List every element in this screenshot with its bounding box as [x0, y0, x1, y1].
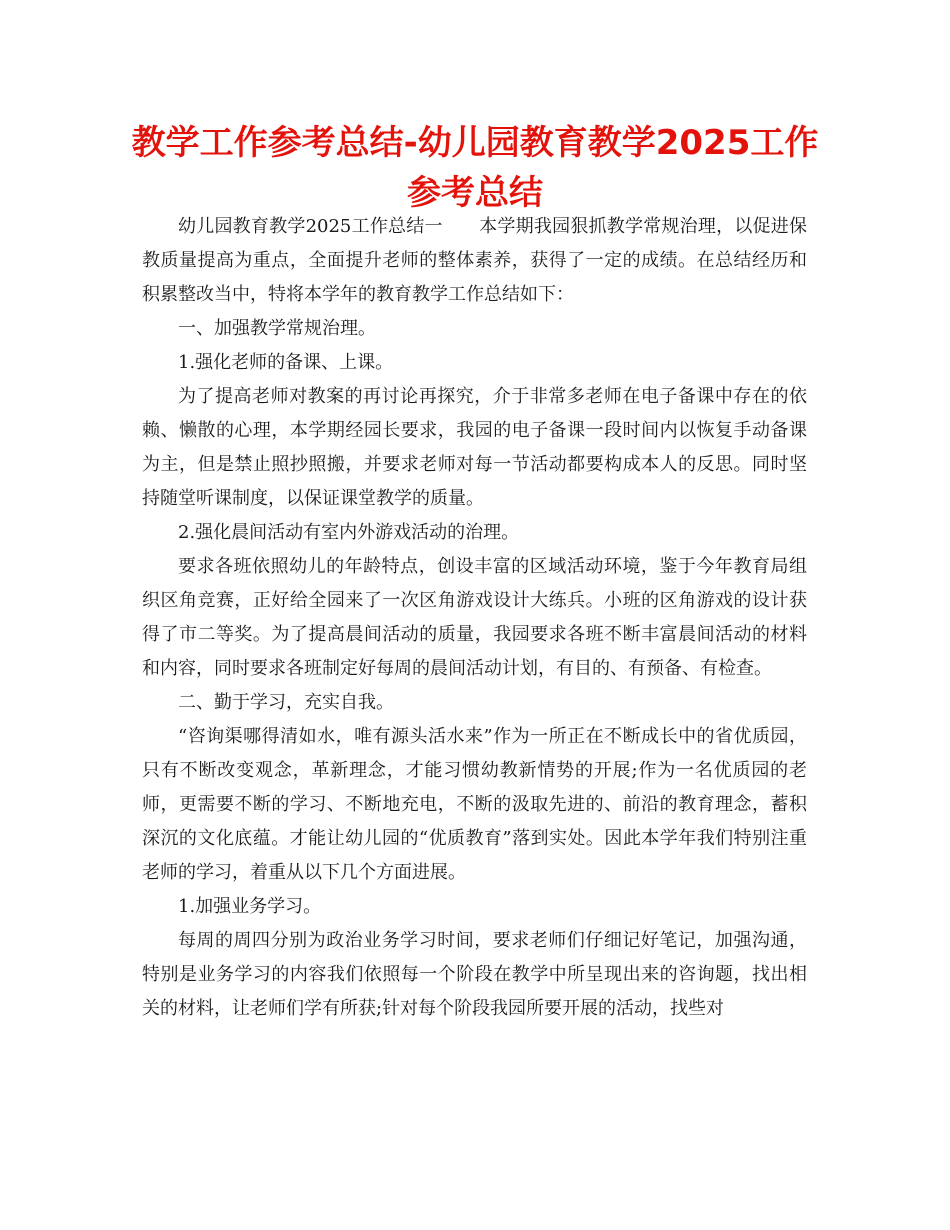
paragraph-lesson-prep: 为了提高老师对教案的再讨论再探究，介于非常多老师在电子备课中存在的依赖、懒散的心理，本学期经园长要求，我园的电子备课一段时间内以恢复手动备课为主，但是禁止照抄照搬，并要求老师对每一节活动都要构成本人的反思。同时坚持随堂听课制度，以保证课堂教学的质量。	[142, 386, 807, 509]
paragraph-intro: 幼儿园教育教学2025工作总结一 本学期我园狠抓教学常规治理，以促进保教质量提高为重点，全面提升老师的整体素养，获得了一定的成绩。在总结经历和积累整改当中，特将本学年的教育教学工作总结如下：	[142, 216, 807, 305]
subheading-2-1: 1.加强业务学习。	[178, 896, 322, 917]
subheading-1-1: 1.强化老师的备课、上课。	[178, 352, 394, 373]
paragraph-learning: “咨询渠哪得清如水，唯有源头活水来”作为一所正在不断成长中的省优质园，只有不断改变观念，革新理念，才能习惯幼教新情势的开展;作为一名优质园的老师，更需要不断的学习、不断地充电，不断的汲取先进的、前沿的教育理念，蓄积深沉的文化底蕴。才能让幼儿园的“优质教育”落到实处。因此本学年我们特别注重老师的学习，着重从以下几个方面进展。	[142, 726, 807, 883]
document-title: 教学工作参考总结-幼儿园教育教学2025工作参考总结	[131, 123, 819, 213]
paragraph-morning-activities: 要求各班依照幼儿的年龄特点，创设丰富的区域活动环境，鉴于今年教育局组织区角竞赛，正好给全园来了一次区角游戏设计大练兵。小班的区角游戏的设计获得了市二等奖。为了提高晨间活动的质量，我园要求各班不断丰富晨间活动的材料和内容，同时要求各班制定好每周的晨间活动计划，有目的、有预备、有检查。	[142, 556, 807, 679]
heading-section-2: 二、勤于学习，充实自我。	[178, 692, 394, 713]
paragraph-business-study: 每周的周四分别为政治业务学习时间，要求老师们仔细记好笔记，加强沟通，特别是业务学习的内容我们依照每一个阶段在教学中所呈现出来的咨询题，找出相关的材料，让老师们学有所获;针对每个阶段我园所要开展的活动，找些对	[142, 930, 807, 1019]
subheading-1-2: 2.强化晨间活动有室内外游戏活动的治理。	[178, 522, 520, 543]
heading-section-1: 一、加强教学常规治理。	[178, 318, 376, 339]
document-body	[142, 210, 807, 1026]
